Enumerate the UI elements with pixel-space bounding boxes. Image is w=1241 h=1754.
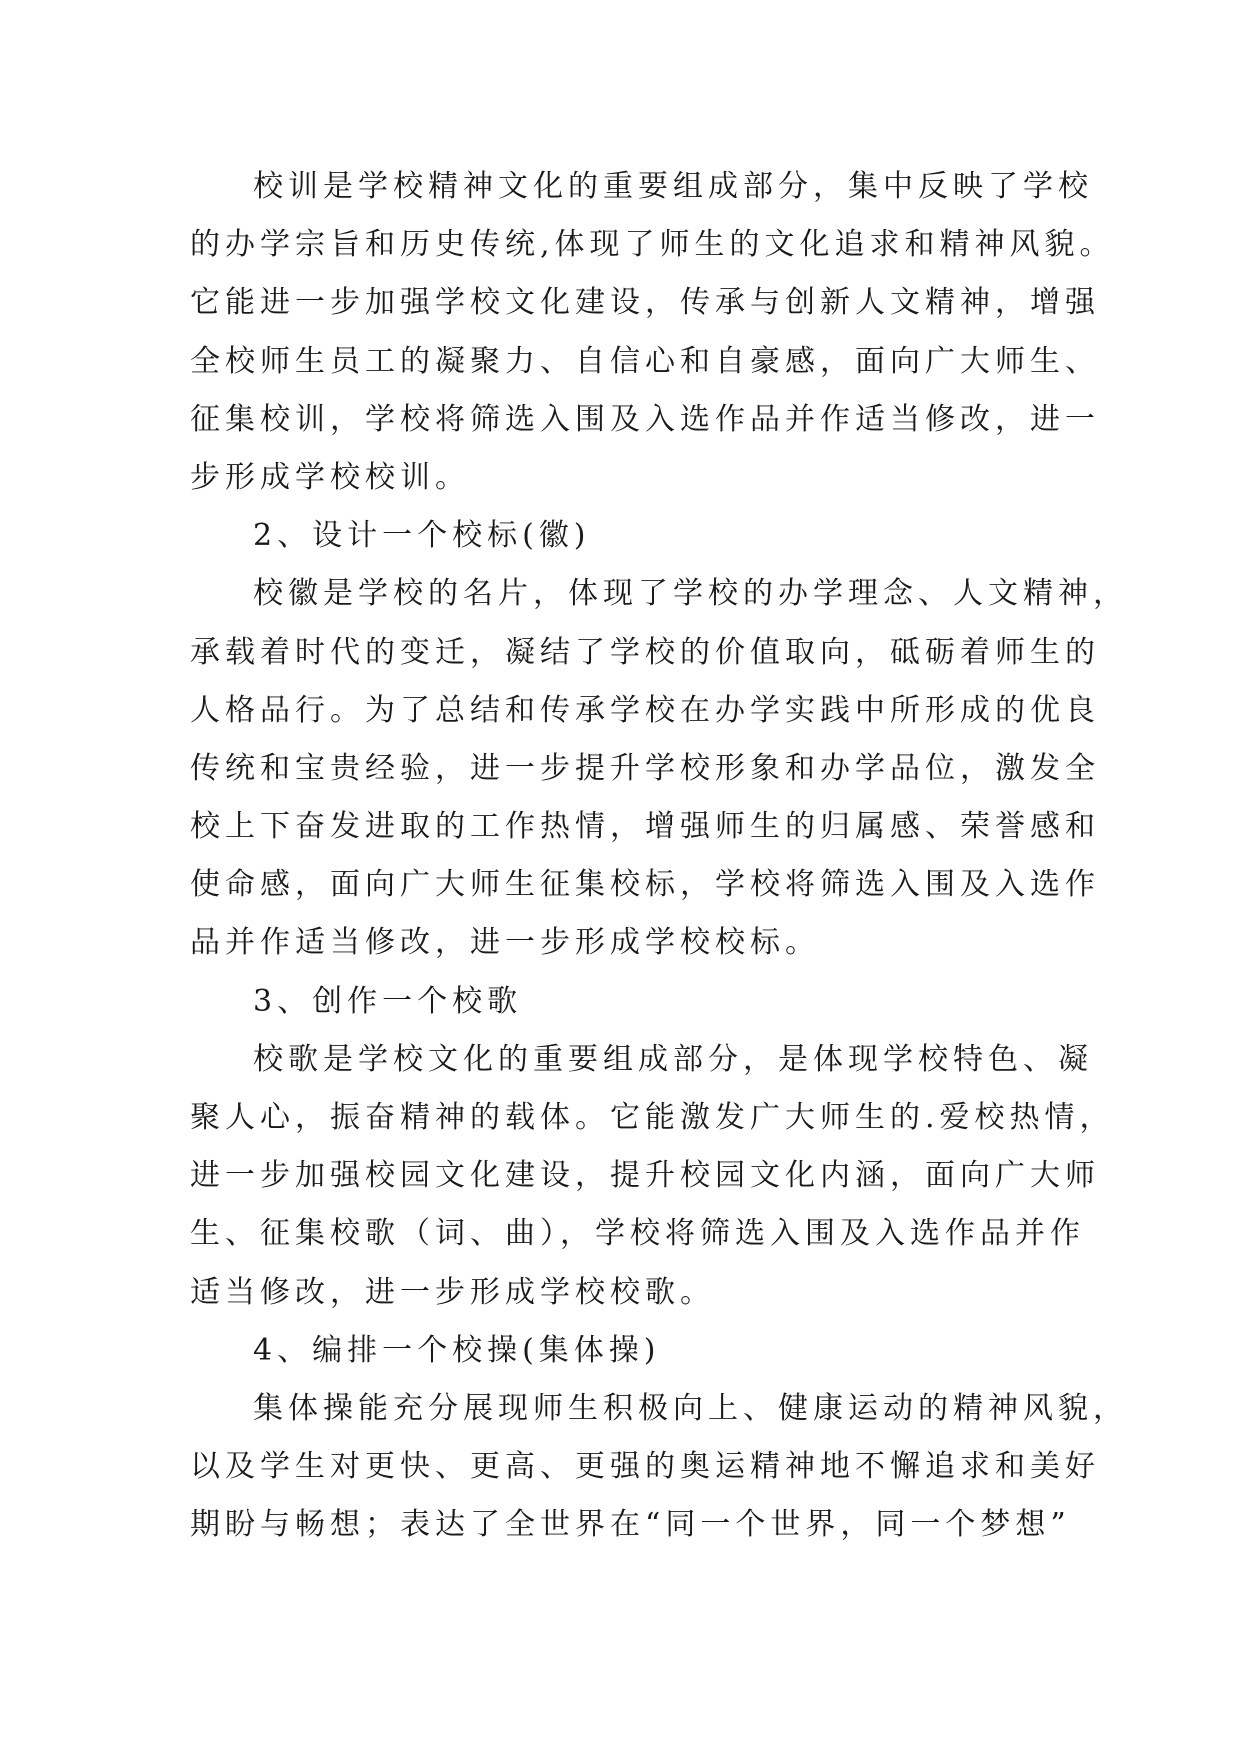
text-line: 校歌是学校文化的重要组成部分，是体现学校特色、凝 (253, 1041, 1093, 1077)
text-line: 4、编排一个校操(集体操) (253, 1332, 661, 1368)
text-line: 2、设计一个校标(徽) (253, 518, 591, 554)
text-line: 承载着时代的变迁，凝结了学校的价值取向，砥砺着师生的 (190, 634, 1100, 670)
text-line: 聚人心，振奋精神的载体。它能激发广大师生的.爱校热情， (190, 1100, 1115, 1135)
text-line: 以及学生对更快、更高、更强的奥运精神地不懈追求和美好 (190, 1449, 1100, 1485)
text-line: 3、创作一个校歌 (253, 983, 523, 1019)
text-line: 校上下奋发进取的工作热情，增强师生的归属感、荣誉感和 (190, 809, 1100, 845)
text-line: 进一步加强校园文化建设，提升校园文化内涵，面向广大师 (190, 1158, 1100, 1194)
text-line: 人格品行。为了总结和传承学校在办学实践中所形成的优良 (190, 692, 1100, 728)
text-line: 传统和宝贵经验，进一步提升学校形象和办学品位，激发全 (190, 750, 1100, 786)
text-line: 征集校训，学校将筛选入围及入选作品并作适当修改，进一 (190, 401, 1100, 437)
text-line: 生、征集校歌（词、曲），学校将筛选入围及入选作品并作 (190, 1216, 1085, 1252)
text-line: 它能进一步加强学校文化建设，传承与创新人文精神，增强 (190, 285, 1100, 321)
text-line: 集体操能充分展现师生积极向上、健康运动的精神风貌， (253, 1390, 1128, 1426)
document-body (190, 158, 1128, 1555)
text-line: 适当修改，进一步形成学校校歌。 (190, 1274, 715, 1310)
text-line: 全校师生员工的凝聚力、自信心和自豪感，面向广大师生、 (190, 343, 1100, 379)
text-line: 校徽是学校的名片，体现了学校的办学理念、人文精神， (253, 576, 1128, 612)
text-line: 期盼与畅想；表达了全世界在“同一个世界，同一个梦想” (190, 1507, 1071, 1543)
text-line: 的办学宗旨和历史传统,体现了师生的文化追求和精神风貌。 (190, 227, 1115, 263)
text-line: 品并作适当修改，进一步形成学校校标。 (190, 925, 820, 961)
text-line: 校训是学校精神文化的重要组成部分，集中反映了学校 (253, 169, 1093, 204)
text-line: 步形成学校校训。 (190, 459, 470, 495)
text-line: 使命感，面向广大师生征集校标，学校将筛选入围及入选作 (190, 867, 1100, 903)
